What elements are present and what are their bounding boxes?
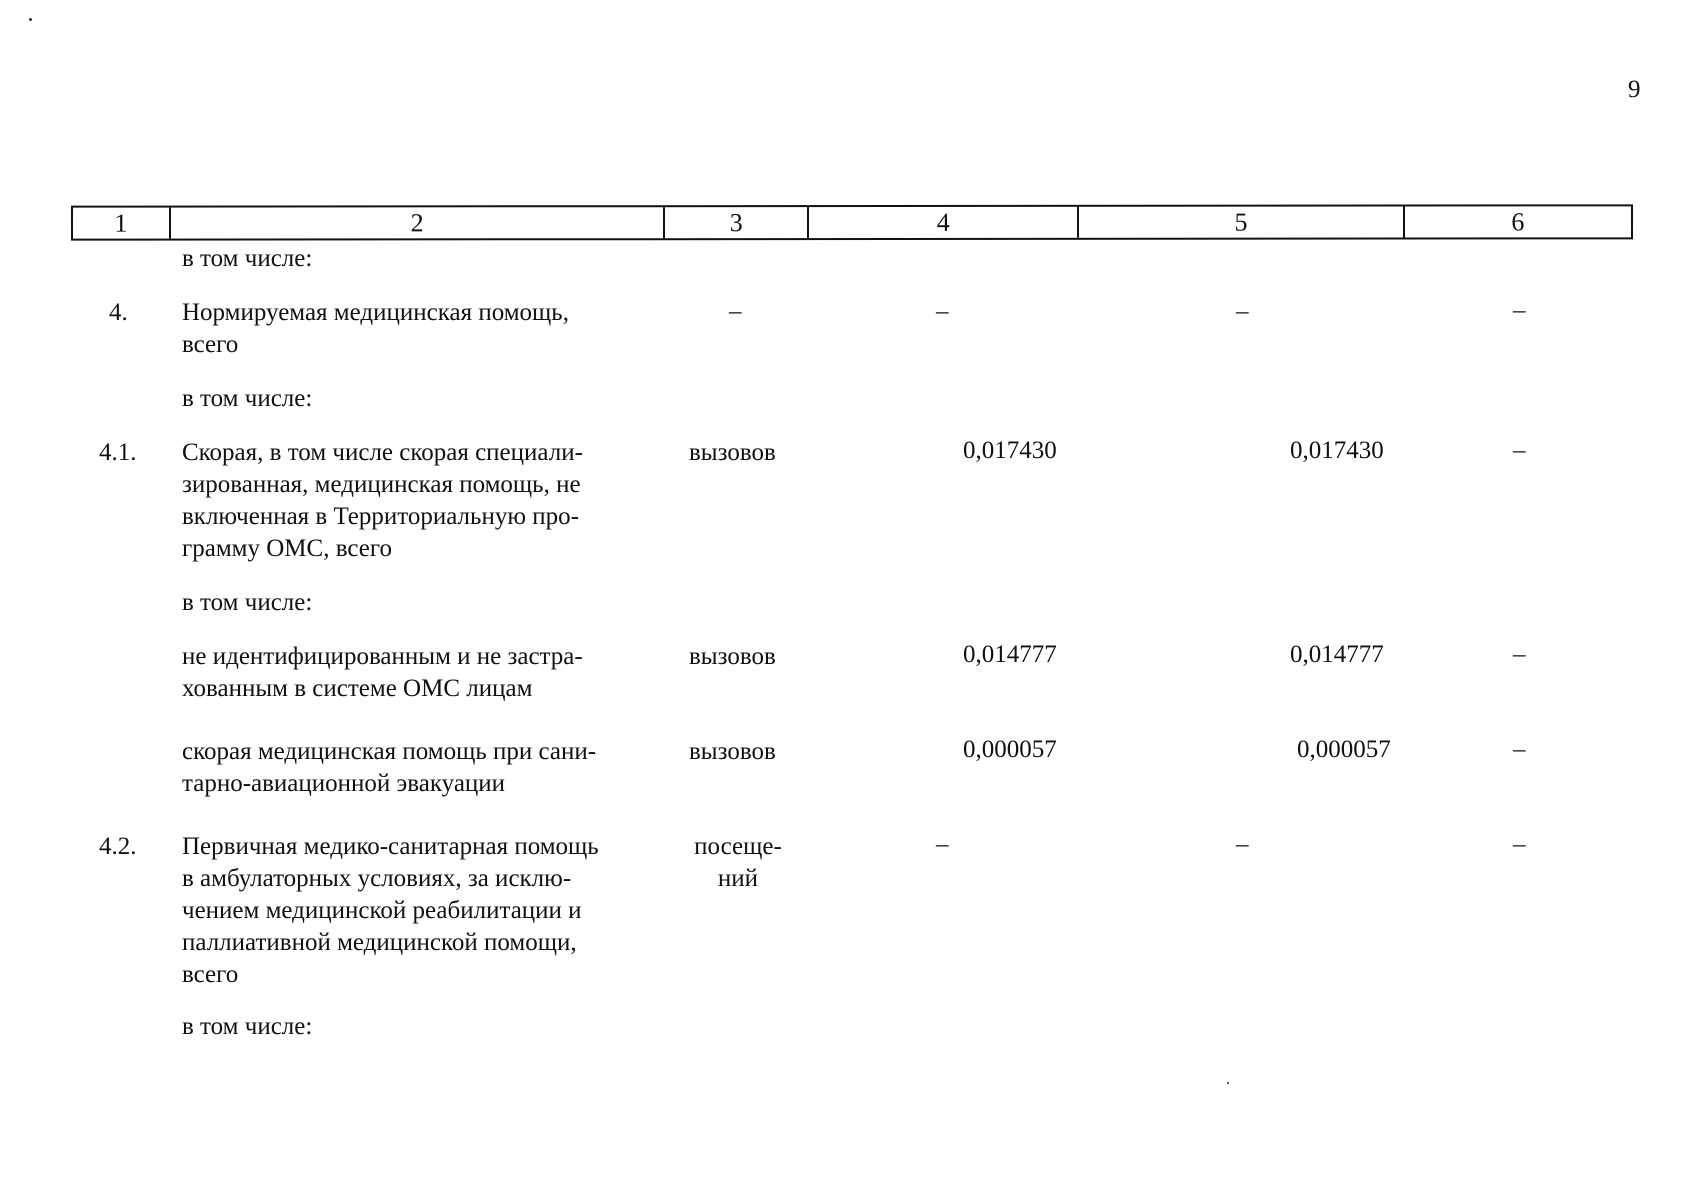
col6-value: –: [1513, 297, 1526, 324]
header-col-4: 4: [809, 207, 1079, 238]
col6-value: –: [1513, 831, 1526, 858]
subheading-including: в том числе:: [182, 385, 313, 412]
col5-value: 0,017430: [1290, 437, 1384, 464]
description-line: тарно-авиационной эвакуации: [182, 770, 506, 797]
row-number: 4.: [109, 299, 128, 326]
col4-value: 0,014777: [963, 641, 1057, 668]
col5-value: –: [1236, 831, 1249, 858]
description-line: Скорая, в том числе скорая специали-: [182, 439, 583, 466]
col5-value: 0,014777: [1290, 641, 1384, 668]
description-line: грамму ОМС, всего: [182, 535, 392, 562]
description-line: скорая медицинская помощь при сани-: [182, 738, 597, 765]
scan-speck: [1227, 1082, 1229, 1084]
row-description: [182, 437, 663, 565]
description-line: Нормируемая медицинская помощь,: [182, 299, 569, 326]
row-description: [182, 736, 663, 800]
col6-value: –: [1513, 641, 1526, 668]
row-description: [182, 297, 663, 361]
description-line: хованным в системе ОМС лицам: [182, 675, 533, 702]
unit-cell: вызовов: [689, 643, 776, 670]
header-col-2: 2: [171, 207, 666, 238]
unit-line: посеще-: [694, 833, 782, 860]
table-header-row: [71, 204, 1633, 240]
description-line: включенная в Территориальную про-: [182, 503, 579, 530]
description-line: всего: [182, 961, 239, 988]
subheading-including: в том числе:: [182, 589, 313, 616]
header-col-1: 1: [73, 208, 171, 239]
col5-value: 0,000057: [1297, 736, 1391, 763]
unit-line: ний: [717, 865, 759, 892]
col4-value: 0,017430: [963, 437, 1057, 464]
page-number: 9: [1628, 76, 1641, 103]
description-line: зированная, медицинская помощь, не: [182, 471, 581, 498]
description-line: в амбулаторных условиях, за исклю-: [182, 865, 572, 892]
col4-value: –: [936, 298, 949, 325]
description-line: чением медицинской реабилитации и: [182, 897, 582, 924]
unit-cell: –: [729, 298, 742, 325]
header-col-6: 6: [1511, 206, 1525, 236]
scan-speck: [29, 18, 32, 21]
subheading-including: в том числе:: [182, 1013, 313, 1040]
row-number: 4.2.: [99, 833, 137, 860]
unit-cell: [678, 831, 798, 895]
description-line: всего: [182, 331, 239, 358]
header-col-3: 3: [665, 207, 809, 238]
col5-value: –: [1236, 298, 1249, 325]
row-description: [182, 831, 663, 991]
description-line: не идентифицированным и не застра-: [182, 643, 583, 670]
description-line: Первичная медико-санитарная помощь: [182, 833, 599, 860]
row-description: [182, 641, 663, 705]
col6-value: –: [1513, 437, 1526, 464]
col6-value: –: [1513, 736, 1526, 763]
header-col-5: 5: [1079, 207, 1404, 238]
subheading-including: в том числе:: [182, 245, 313, 272]
description-line: паллиативной медицинской помощи,: [182, 929, 577, 956]
row-number: 4.1.: [99, 439, 137, 466]
col4-value: –: [936, 831, 949, 858]
unit-cell: вызовов: [689, 439, 776, 466]
unit-cell: вызовов: [689, 738, 776, 765]
col4-value: 0,000057: [963, 736, 1057, 763]
